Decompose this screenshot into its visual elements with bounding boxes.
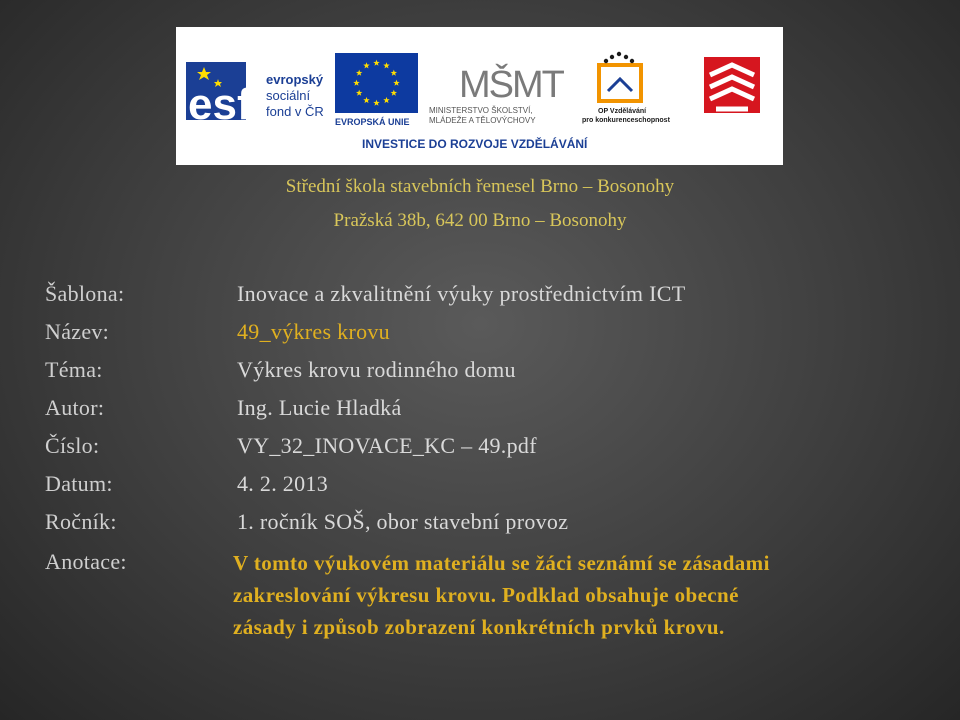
info-value-cislo: VY_32_INOVACE_KC – 49.pdf bbox=[237, 433, 537, 458]
info-label-nazev: Název: bbox=[45, 319, 110, 344]
info-label-cislo: Číslo: bbox=[45, 433, 100, 458]
msmt-caption-2: MLÁDEŽE A TĚLOVÝCHOVY bbox=[429, 116, 536, 125]
logo-banner bbox=[176, 27, 783, 165]
esf-caption-1: evropský bbox=[266, 72, 324, 87]
esf-text: esf bbox=[188, 80, 252, 129]
annotation-line: V tomto výukovém materiálu se žáci seznámí se zásadami bbox=[233, 551, 770, 575]
info-value-rocnik: 1. ročník SOŠ, obor stavební provoz bbox=[237, 509, 569, 534]
info-label-rocnik: Ročník: bbox=[45, 509, 117, 534]
info-label-autor: Autor: bbox=[45, 395, 105, 420]
info-label-template: Šablona: bbox=[45, 281, 125, 306]
esf-caption-3: fond v ČR bbox=[266, 104, 324, 119]
school-name: Střední škola stavebních řemesel Brno – Bosonohy bbox=[285, 176, 675, 197]
info-label-datum: Datum: bbox=[45, 471, 113, 496]
annotation-line: zakreslování výkresu krovu. Podklad obsahuje obecné bbox=[233, 583, 739, 607]
info-value-tema: Výkres krovu rodinného domu bbox=[237, 357, 516, 382]
info-value-autor: Ing. Lucie Hladká bbox=[237, 395, 402, 420]
msmt-logo bbox=[429, 62, 565, 125]
op-vzdelavani-logo bbox=[582, 52, 671, 124]
info-value-nazev: 49_výkres krovu bbox=[237, 319, 390, 344]
annotation-line: zásady i způsob zobrazení konkrétních prvků krovu. bbox=[233, 615, 725, 639]
info-label-tema: Téma: bbox=[45, 357, 103, 382]
op-caption-2: pro konkurenceschopnost bbox=[582, 117, 670, 124]
info-label-anotace: Anotace: bbox=[45, 549, 127, 574]
slogan: INVESTICE DO ROZVOJE VZDĚLÁVÁNÍ bbox=[362, 137, 588, 151]
msmt-caption-1: MINISTERSTVO ŠKOLSTVÍ, bbox=[429, 106, 533, 115]
school-logo bbox=[704, 57, 760, 113]
esf-caption-2: sociální bbox=[266, 88, 311, 103]
info-value-datum: 4. 2. 2013 bbox=[237, 471, 328, 496]
msmt-mark: MŠMT bbox=[459, 64, 563, 106]
logo-banner-graphics bbox=[176, 27, 783, 165]
esf-logo bbox=[186, 62, 324, 129]
eu-flag-logo bbox=[335, 53, 418, 127]
eu-caption: EVROPSKÁ UNIE bbox=[335, 117, 410, 127]
info-value-template: Inovace a zkvalitnění výuky prostřednictvím ICT bbox=[237, 281, 686, 306]
school-address: Pražská 38b, 642 00 Brno – Bosonohy bbox=[333, 210, 627, 231]
op-caption-1: OP Vzdělávání bbox=[598, 108, 647, 115]
annotation-text bbox=[233, 547, 933, 643]
